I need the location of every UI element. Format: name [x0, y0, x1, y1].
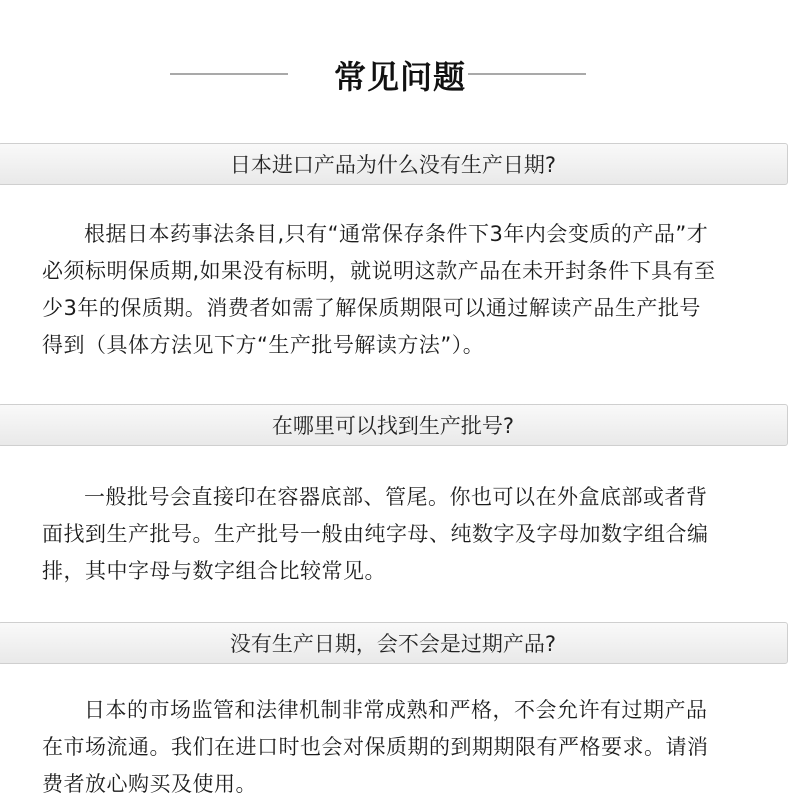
- faq-question-1: 日本进口产品为什么没有生产日期?: [0, 143, 788, 185]
- faq-answer-1: 根据日本药事法条目,只有“通常保存条件下3年内会变质的产品”才必须标明保质期,如果没有标明，就说明这款产品在未开封条件下具有至少3年的保质期。消费者如需了解保质期限可以通过解读产品生产批号得到（具体方法见下方“生产批号解读方法”）。: [42, 222, 716, 357]
- header-divider-right: [468, 73, 586, 75]
- page-title: 常见问题: [333, 58, 466, 96]
- faq-question-3: 没有生产日期，会不会是过期产品?: [0, 622, 788, 664]
- faq-answer-3: 日本的市场监管和法律机制非常成熟和严格，不会允许有过期产品在市场流通。我们在进口时也会对保质期的到期期限有严格要求。请消费者放心购买及使用。: [42, 698, 709, 796]
- faq-question-2: 在哪里可以找到生产批号?: [0, 404, 788, 446]
- faq-answer-2: 一般批号会直接印在容器底部、管尾。你也可以在外盒底部或者背面找到生产批号。生产批号一般由纯字母、纯数字及字母加数字组合编排，其中字母与数字组合比较常见。: [42, 485, 709, 583]
- faq-header: [0, 40, 800, 106]
